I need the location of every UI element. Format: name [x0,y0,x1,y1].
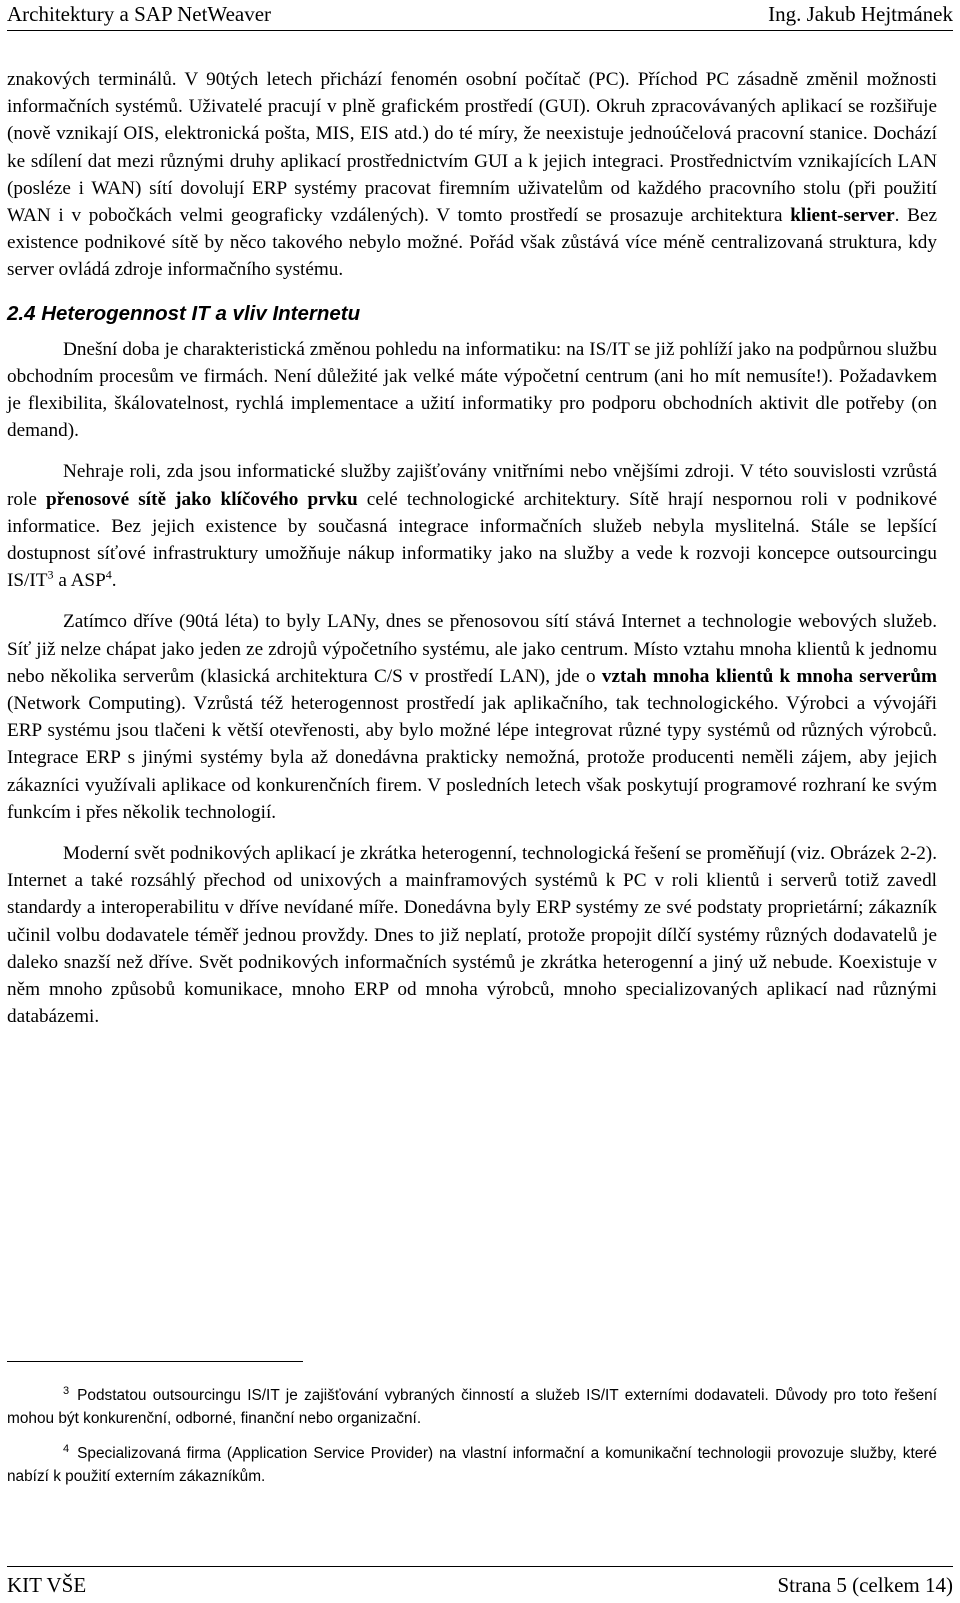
footnote-separator [7,1361,303,1362]
paragraph-2: Nehraje roli, zda jsou informatické služby zajišťovány vnitřními nebo vnějšími zdroji. V této souvislosti vzrůstá role přenosové sítě jako klíčového prvku celé technologické architektury. Sítě hrají nespornou roli v podnikové informatice. Bez jejich existence by současná integrace informačních služeb nebyla myslitelná. Stále se lepšící dostupnost síťové infrastruktury umožňuje nákup informatiky jako na služby a vede k rozvoji koncepce outsourcingu $IS/IT^3$ a ASP$^4$. [7,461,937,592]
footnote-mark: 3 [63,1384,70,1397]
header-author: Ing. Jakub Hejtmánek [768,2,953,26]
header-title: Architektury a SAP NetWeaver [7,2,272,26]
paragraph-3: Zatímco dříve (90tá léta) to byly LANy, dnes se přenosovou sítí stává Internet a technologie webových služeb. Síť již nelze chápat jako jeden ze zdrojů výpočetního systému, ale jako centrum. Místo vztahu mnoha klientů k jednomu nebo několika serverům (klasická architektura C/S v prostředí LAN), jde o vztah mnoha klientů k mnoha serverům (Network Computing). Vzrůstá též heterogennost prostředí jak aplikačního, tak technologického. Výrobci a vývojáři ERP systému jsou tlačeni k větší otevřenosti, aby bylo možné lépe integrovat různé typy systémů od různých výrobců. Integrace ERP s jinými systémy byla až donedávna prakticky nemožná, protože producenti neměli zájem, aby jejich zákazníci využívali aplikace od konkurenčních firem. V posledních letech však poskytují programové rozhraní ke svým funkcím i přes několik technologií. [7,611,938,823]
footnote: $^4$ Specializovaná firma (Application Service Provider) na vlastní informační a komunikační technologii provozuje služby, které nabízí k použití externím zákazníkům. [7,1442,937,1485]
footnote-mark: 4 [63,1442,70,1455]
section-heading: 2.4 Heterogennost IT a vliv Internetu [7,301,361,325]
paragraph-1: Dnešní doba je charakteristická změnou pohledu na informatiku: na IS/IT se již pohlíží jako na podpůrnou službu obchodním procesům ve firmách. Není důležité jak velké máte výpočetní centrum (ani ho mít nemusíte!). Požadavkem je flexibilita, škálovatelnost, rychlá implementace a užití informatiky pro podporu obchodních aktivit dle potřeby (on demand). [7,338,937,442]
footnote-ref[interactable]: 3 [47,567,54,582]
footnote-ref[interactable]: 4 [105,567,112,582]
footnotes [7,1384,937,1488]
bold-term: vztah mnoha klientů k mnoha serverům [601,665,938,687]
bold-term: přenosové sítě jako klíčového prvku [46,488,358,510]
intro-paragraph: znakových terminálů. V 90tých letech přichází fenomén osobní počítač (PC). Příchod PC zásadně změnil možnosti informačních systémů. Uživatelé pracují v plně grafickém prostředí (GUI). Okruh zpracovávaných aplikací se rozšiřuje (nově vznikají OIS, elektronická pošta, MIS, EIS atd.) do té míry, že neexistuje jednoúčelová pracovní stanice. Dochází ke sdílení dat mezi různými druhy aplikací prostřednictvím GUI a k jejich integraci. Prostřednictvím vznikajících LAN (posléze i WAN) sítí dovolují ERP systémy pracovat firemním uživatelům od každého pracovního stolu (při použití WAN i v pobočkách velmi geograficky vzdálených). V tomto prostředí se prosazuje architektura klient-server. Bez existence podnikové sítě by něco takového nebylo možné. Pořád však zůstává více méně centralizovaná struktura, kdy server ovládá zdroje informačního systému. [7,69,937,281]
page-footer [7,1566,953,1599]
bold-term: klient-server [790,205,895,227]
footer-org: KIT VŠE [7,1573,87,1597]
page-header [7,0,953,31]
paragraph-4: Moderní svět podnikových aplikací je zkrátka heterogenní, technologická řešení se proměňují (viz. Obrázek 2-2). Internet a také rozsáhlý přechod od unixových a mainframových systémů k PC v roli klientů i serverů totiž zavedl standardy a interoperabilitu v dříve nevídané míře. Donedávna byly ERP systémy ze své podstaty proprietární; zákazník učinil volbu dodavatele téměř jednou provždy. Dnes to již neplatí, protože propojit dílčí systémy různých dodavatelů je daleko snazší než dříve. Svět podnikových informačních systémů je zkrátka heterogenní a jiný už nebude. Koexistuje v něm mnoho způsobů komunikace, mnoho ERP od mnoha výrobců, mnoho specializovaných aplikací nad různými databázemi. [7,843,937,1028]
footnote: $^3$ Podstatou outsourcingu IS/IT je zajišťování vybraných činností a služeb IS/IT externími dodavateli. Důvody pro toto řešení mohou být konkurenční, odborné, finanční nebo organizační. [7,1384,937,1427]
main-content [7,66,937,1031]
page-number: Strana 5 (celkem 14) [777,1573,953,1597]
